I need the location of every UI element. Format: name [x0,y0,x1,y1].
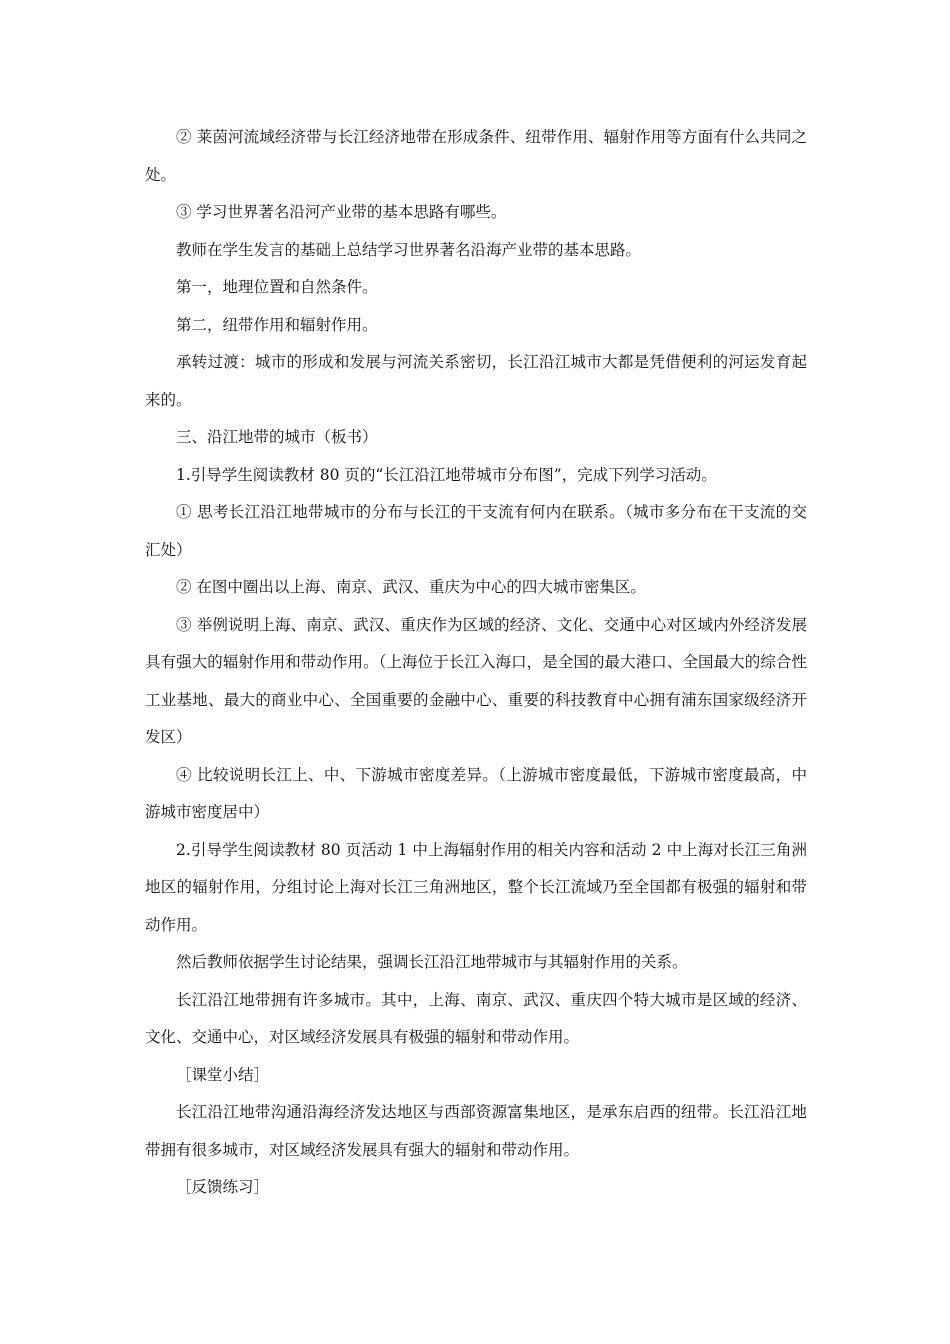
section-heading-class-summary: ［课堂小结］ [176,1065,270,1084]
paragraph-question-city-clusters: ② 在图中圈出以上海、南京、武汉、重庆为中心的四大城市密集区。 [176,578,646,596]
paragraph-comparison-question: ② 莱茵河流域经济带与长江经济地带在形成条件、纽带作用、辐射作用等方面有什么共同之处。 [145,128,807,184]
paragraph-teacher-summary: 教师在学生发言的基础上总结学习世界著名沿海产业带的基本思路。 [176,240,642,259]
paragraph-question-distribution: ① 思考长江沿江地带城市的分布与长江的干支流有何内在联系。（城市多分布在干支流的交汇处） [145,503,807,559]
paragraph-transition: 承转过渡：城市的形成和发展与河流关系密切，长江沿江城市大都是凭借便利的河运发育起来的。 [145,353,807,409]
paragraph-activity-two: 2.引导学生阅读教材 80 页活动 1 中上海辐射作用的相关内容和活动 2 中上海对长江三角洲地区的辐射作用，分组讨论上海对长江三角洲地区，整个长江流域乃至全国都有极强的辐射和带动作用。 [145,840,807,934]
document-body [145,119,807,1207]
paragraph-city-overview: 长江沿江地带拥有许多城市。其中，上海、南京、武汉、重庆四个特大城市是区域的经济、文化、交通中心，对区域经济发展具有极强的辐射和带动作用。 [145,990,807,1046]
paragraph-point-one: 第一，地理位置和自然条件。 [176,278,378,296]
paragraph-question-density: ④ 比较说明长江上、中、下游城市密度差异。（上游城市密度最低，下游城市密度最高，中游城市密度居中） [145,765,807,821]
section-heading-cities: 三、沿江地带的城市（板书） [176,428,378,446]
paragraph-point-two: 第二，纽带作用和辐射作用。 [176,315,378,334]
section-heading-feedback-practice: ［反馈练习］ [176,1178,270,1196]
paragraph-class-summary: 长江沿江地带沟通沿海经济发达地区与西部资源富集地区，是承东启西的纽带。长江沿江地带拥有很多城市，对区域经济发展具有强大的辐射和带动作用。 [145,1103,807,1159]
paragraph-teacher-emphasis: 然后教师依据学生讨论结果，强调长江沿江地带城市与其辐射作用的关系。 [176,953,688,971]
paragraph-learning-approach-question: ③ 学习世界著名沿河产业带的基本思路有哪些。 [176,203,507,221]
paragraph-question-radiation: ③ 举例说明上海、南京、武汉、重庆作为区域的经济、文化、交通中心对区域内外经济发展具有强大的辐射作用和带动作用。（上海位于长江入海口，是全国的最大港口、全国最大的综合性工业基地、最大的商业中心、全国重要的金融中心、重要的科技教育中心拥有浦东国家级经济开发区） [145,615,807,746]
paragraph-activity-one: 1.引导学生阅读教材 80 页的“长江沿江地带城市分布图”，完成下列学习活动。 [176,465,717,484]
